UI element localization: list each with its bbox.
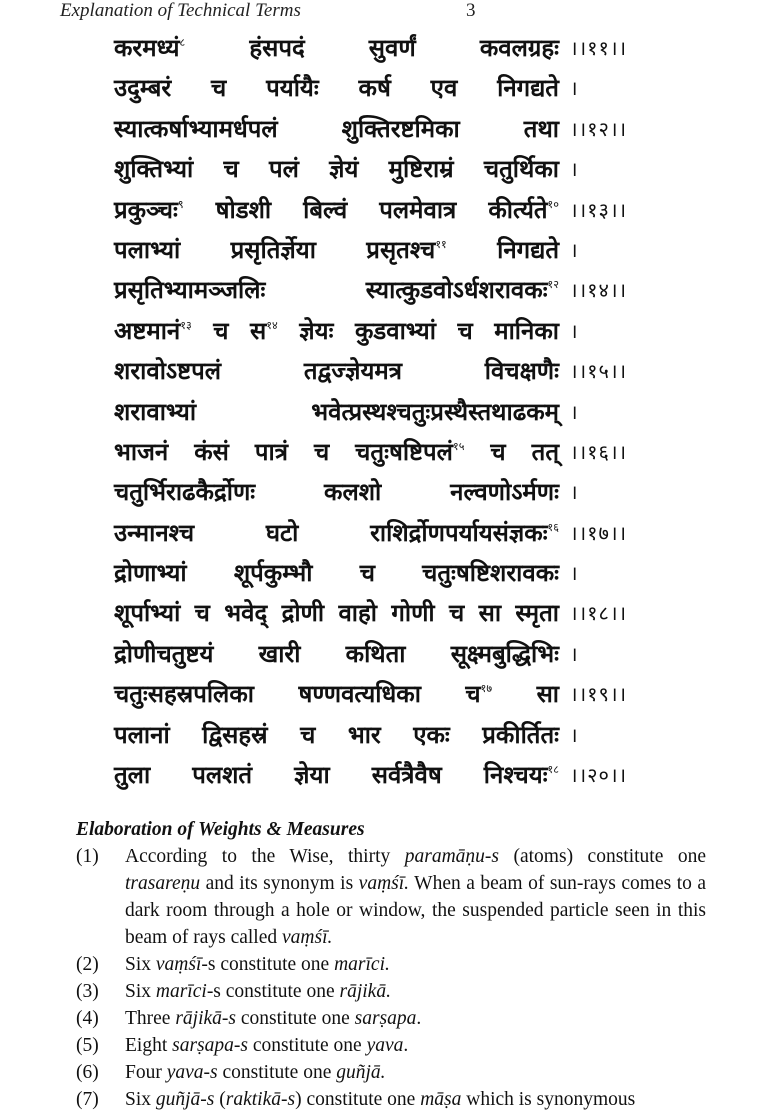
verse-segment: पलानां द्विसहस्रं च भार एकः प्रकीर्तितः <box>114 719 559 749</box>
text-segment: constitute one <box>217 1062 337 1083</box>
text-segment: . <box>416 1008 422 1029</box>
item-text <box>125 951 706 978</box>
sanskrit-term: marīci <box>155 981 207 1002</box>
footnote-marker: ११ <box>435 237 447 251</box>
verse-segment: च स <box>191 315 267 345</box>
verse-number: ।।१५।। <box>570 359 628 384</box>
list-item <box>76 1005 706 1032</box>
text-segment: which is synonymous <box>461 1089 636 1110</box>
verse-number: ।।१२।। <box>570 116 628 141</box>
footnote-marker: १६ <box>547 520 559 534</box>
verse-segment: करमध्यं <box>114 33 180 62</box>
verse-segment: निगद्यते <box>446 234 559 264</box>
verse-line <box>114 593 674 633</box>
verse-number: ।।१३।। <box>570 197 628 222</box>
list-item <box>76 1032 706 1059</box>
verse-segment: प्रकुञ्चः <box>114 194 178 224</box>
verse-number: । <box>570 480 579 505</box>
sanskrit-verses <box>114 28 674 795</box>
verse-line <box>114 351 674 391</box>
numbered-list <box>76 843 706 1113</box>
verse-segment: अष्टमानं <box>114 315 181 345</box>
verse-text <box>114 593 559 633</box>
sanskrit-term: māṣa <box>420 1089 462 1110</box>
item-number: (3) <box>76 981 99 1002</box>
footnote-marker: ८ <box>179 36 186 49</box>
list-item <box>76 843 706 951</box>
text-segment: constitute one <box>236 1008 355 1029</box>
verse-segment: च तत् <box>464 436 560 466</box>
verse-segment: शरावाभ्यां भवेत्प्रस्थश्चतुःप्रस्थैस्तथाढकम् <box>114 396 559 426</box>
text-segment: Six <box>125 1089 156 1110</box>
verse-number: । <box>570 399 579 424</box>
verse-segment: शुक्तिभ्यां च पलं ज्ञेयं मुष्टिराम्रं चतुर्थिका <box>114 154 559 184</box>
verse-segment: प्रसृतिभ्यामञ्जलिः स्यात्कुडवोऽर्धशरावकः <box>114 275 548 305</box>
sanskrit-term: raktikā-s <box>225 1089 296 1110</box>
verse-text <box>114 190 559 230</box>
verse-segment: ज्ञेयः कुडवाभ्यां च मानिका <box>277 315 559 345</box>
verse-number: ।।११।। <box>570 36 628 60</box>
text-segment: . <box>403 1035 409 1056</box>
sanskrit-term: paramāṇu-s <box>404 846 500 867</box>
text-segment: ( <box>214 1089 226 1110</box>
sanskrit-term: guñjā. <box>336 1062 386 1083</box>
verse-text <box>114 553 559 593</box>
verse-line <box>114 28 674 68</box>
verse-line <box>114 674 674 714</box>
verse-line <box>114 311 674 351</box>
list-item <box>76 1086 706 1113</box>
running-header: Explanation of Technical Terms <box>60 0 301 21</box>
footnote-marker: ९ <box>177 197 184 211</box>
verse-segment: उदुम्बरं च पर्यायैः कर्ष एव निगद्यते <box>114 73 559 103</box>
sanskrit-term: trasareṇu <box>125 873 201 894</box>
list-item <box>76 978 706 1005</box>
sanskrit-term: yava <box>366 1035 404 1056</box>
verse-number: । <box>570 157 579 182</box>
verse-line <box>114 755 674 795</box>
verse-text <box>114 513 559 553</box>
verse-text <box>114 270 559 310</box>
item-number: (1) <box>76 846 99 867</box>
verse-line <box>114 230 674 270</box>
sanskrit-term: yava-s <box>166 1062 218 1083</box>
verse-text <box>114 674 559 714</box>
verse-number: । <box>570 237 579 262</box>
sanskrit-term: rājikā. <box>339 981 391 1002</box>
sanskrit-term: sarṣapa <box>354 1008 417 1029</box>
verse-number: ।।१७।। <box>570 520 628 545</box>
verse-line <box>114 270 674 310</box>
section-heading: Elaboration of Weights & Measures <box>76 819 365 840</box>
verse-number: । <box>570 641 579 666</box>
footnote-marker: १५ <box>452 439 465 453</box>
item-text <box>125 1032 706 1059</box>
verse-number: ।।१६।। <box>570 439 628 464</box>
verse-line <box>114 149 674 189</box>
verse-segment: उन्मानश्च घटो राशिर्द्रोणपर्यायसंज्ञकः <box>114 517 548 547</box>
text-segment: -s constitute one <box>201 954 335 975</box>
verse-number: ।।२०।। <box>570 763 628 788</box>
text-segment: According to the Wise, thirty <box>125 846 405 867</box>
verse-line <box>114 634 674 674</box>
verse-segment: चतुर्भिराढकैर्द्रोणः कलशो नल्वणोऽर्मणः <box>114 477 559 507</box>
sanskrit-term: rājikā-s <box>175 1008 237 1029</box>
sanskrit-term: marīci. <box>334 954 390 975</box>
text-segment: (atoms) constitute one <box>499 846 706 867</box>
footnote-marker: १७ <box>480 682 493 696</box>
page-number: 3 <box>466 0 476 21</box>
footnote-marker: १४ <box>266 318 278 332</box>
item-number: (7) <box>76 1089 99 1110</box>
text-segment: constitute one <box>247 1035 367 1056</box>
verse-line <box>114 109 674 149</box>
footnote-marker: १८ <box>547 763 559 777</box>
verse-text <box>114 230 559 270</box>
item-number: (4) <box>76 1008 99 1029</box>
text-segment: Four <box>125 1062 167 1083</box>
text-segment: Three <box>125 1008 176 1029</box>
verse-number: । <box>570 722 579 747</box>
verse-text <box>114 472 559 512</box>
sanskrit-term: vaṃśī <box>155 954 202 975</box>
verse-segment: षोडशी बिल्वं पलमेवात्र कीर्त्यते <box>183 194 548 224</box>
verse-text <box>114 432 559 472</box>
verse-text <box>114 28 559 68</box>
verse-segment: पलाभ्यां प्रसृतिर्ज्ञेया प्रसृतश्च <box>114 234 436 264</box>
elaboration-section <box>76 816 706 1113</box>
verse-line <box>114 432 674 472</box>
verse-text <box>114 392 559 432</box>
verse-text <box>114 68 559 108</box>
verse-text <box>114 149 559 189</box>
verse-line <box>114 392 674 432</box>
item-text <box>125 1005 706 1032</box>
verse-number: ।।१९।। <box>570 682 628 707</box>
verse-text <box>114 634 559 674</box>
footnote-marker: १२ <box>547 278 559 292</box>
verse-line <box>114 715 674 755</box>
footnote-marker: १० <box>547 197 559 211</box>
verse-number: । <box>570 561 579 586</box>
sanskrit-term: sarṣapa-s <box>172 1035 248 1056</box>
verse-text <box>114 715 559 755</box>
verse-text <box>114 311 559 351</box>
verse-segment: हंसपदं सुवर्णं कवलग्रहः <box>185 33 559 62</box>
text-segment: Six <box>125 981 156 1002</box>
verse-line <box>114 190 674 230</box>
verse-segment: सा <box>492 679 560 709</box>
item-number: (2) <box>76 954 99 975</box>
verse-segment: शूर्पाभ्यां च भवेद् द्रोणी वाहो गोणी च सा स्मृता <box>114 598 559 628</box>
footnote-marker: १३ <box>180 318 192 332</box>
verse-segment: शरावोऽष्टपलं तद्वज्ज्ञेयमत्र विचक्षणैः <box>114 356 559 386</box>
verse-segment: द्रोणीचतुष्टयं खारी कथिता सूक्ष्मबुद्धिभिः <box>114 638 559 668</box>
item-text <box>125 843 706 951</box>
verse-line <box>114 472 674 512</box>
item-number: (6) <box>76 1062 99 1083</box>
verse-number: । <box>570 318 579 343</box>
verse-number: । <box>570 76 579 101</box>
sanskrit-term: vaṃśī. <box>282 927 333 948</box>
verse-number: ।।१८।। <box>570 601 628 626</box>
list-item <box>76 1059 706 1086</box>
sanskrit-term: guñjā-s <box>155 1089 215 1110</box>
item-text <box>125 978 706 1005</box>
item-text <box>125 1086 706 1113</box>
verse-text <box>114 755 559 795</box>
verse-line <box>114 553 674 593</box>
verse-number: ।।१४।। <box>570 278 628 303</box>
text-segment: Six <box>125 954 156 975</box>
verse-text <box>114 351 559 391</box>
verse-segment: चतुःसहस्रपलिका षण्णवत्यधिका च <box>114 679 481 709</box>
sanskrit-term: vaṃśī. <box>358 873 410 894</box>
text-segment: Eight <box>125 1035 173 1056</box>
item-number: (5) <box>76 1035 99 1056</box>
item-text <box>125 1059 706 1086</box>
text-segment: -s constitute one <box>206 981 340 1002</box>
verse-segment: भाजनं कंसं पात्रं च चतुःषष्टिपलं <box>114 436 453 466</box>
verse-segment: द्रोणाभ्यां शूर्पकुम्भौ च चतुःषष्टिशरावकः <box>114 558 559 588</box>
text-segment: ) constitute one <box>295 1089 421 1110</box>
text-segment: and its synonym is <box>200 873 359 894</box>
verse-line <box>114 68 674 108</box>
verse-text <box>114 109 559 149</box>
list-item <box>76 951 706 978</box>
verse-segment: स्यात्कर्षाभ्यामर्धपलं शुक्तिरष्टमिका तथा <box>114 113 559 143</box>
verse-segment: तुला पलशतं ज्ञेया सर्वत्रैवैष निश्चयः <box>114 760 548 790</box>
verse-line <box>114 513 674 553</box>
text-segment: When a beam of sun-rays comes to a dark room through a hole or window, the suspended particle seen in this beam of rays called <box>125 873 707 948</box>
